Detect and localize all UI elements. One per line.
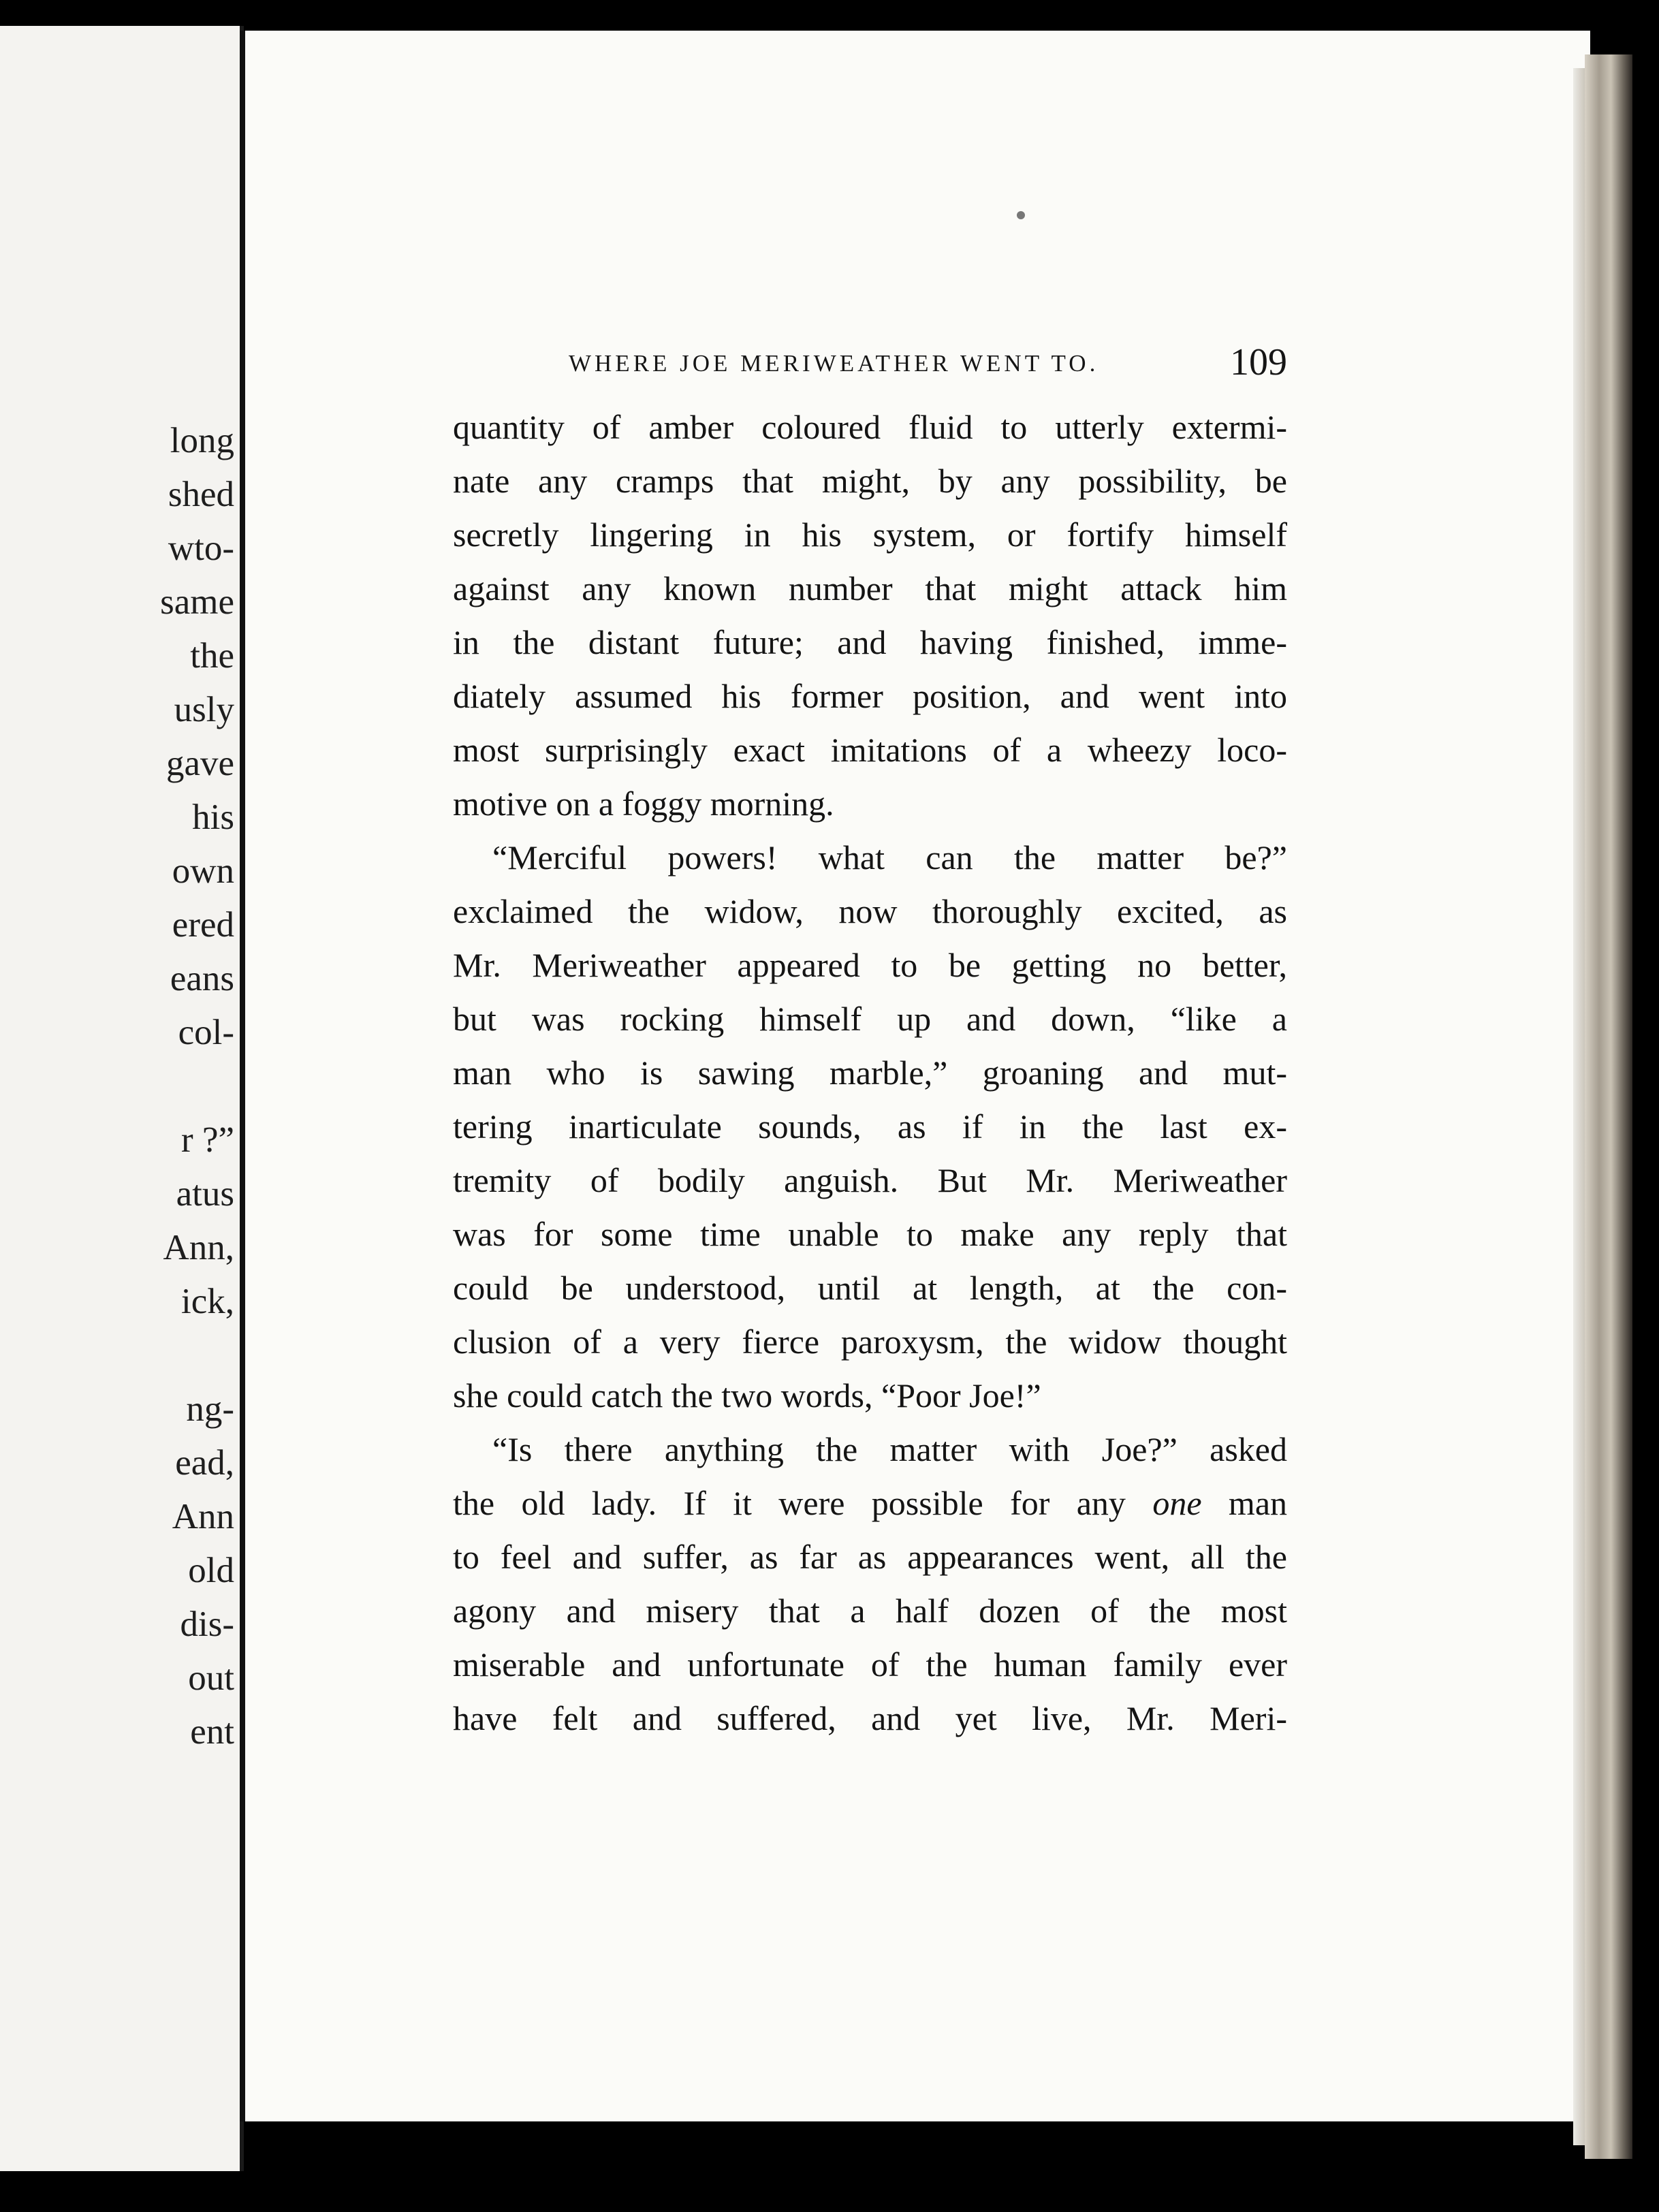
left-fragment: dis- bbox=[180, 1605, 234, 1644]
left-fragment: his bbox=[192, 797, 234, 837]
left-fragment: ered bbox=[172, 905, 234, 945]
left-fragment: own bbox=[172, 851, 234, 891]
left-fragment: gave bbox=[165, 744, 234, 783]
left-page-text bbox=[0, 414, 240, 1759]
left-fragment: the bbox=[190, 636, 234, 676]
text-segment: the old lady. If it were possible for any bbox=[453, 1484, 1126, 1522]
text-line: clusion of a very fierce paroxysm, the widow thought bbox=[453, 1323, 1287, 1361]
left-fragment: same bbox=[160, 582, 234, 622]
text-line: diately assumed his former position, and went into bbox=[453, 677, 1287, 715]
body-text bbox=[453, 400, 1287, 1745]
text-line: Mr. Meriweather appeared to be getting no better, bbox=[453, 946, 1287, 984]
italic-word: one bbox=[1152, 1484, 1202, 1522]
page-edge bbox=[1573, 68, 1585, 2145]
text-line: most surprisingly exact imitations of a wheezy loco- bbox=[453, 731, 1287, 769]
left-fragment: ead, bbox=[175, 1443, 234, 1483]
left-fragment: ng- bbox=[186, 1389, 234, 1429]
left-page bbox=[0, 26, 244, 2171]
left-fragment: shed bbox=[168, 475, 234, 514]
left-fragment: usly bbox=[174, 690, 234, 729]
left-fragment: col- bbox=[178, 1013, 234, 1052]
text-line: “Is there anything the matter with Joe?” asked bbox=[492, 1430, 1287, 1468]
text-line: quantity of amber coloured fluid to utterly extermi- bbox=[453, 408, 1287, 446]
text-line: miserable and unfortunate of the human family ever bbox=[453, 1645, 1287, 1684]
left-fragment: atus bbox=[176, 1174, 234, 1214]
text-line: motive on a foggy morning. bbox=[453, 785, 834, 823]
text-line: tremity of bodily anguish. But Mr. Meriweather bbox=[453, 1161, 1287, 1199]
text-line: tering inarticulate sounds, as if in the last ex- bbox=[453, 1107, 1287, 1146]
text-line: against any known number that might attack him bbox=[453, 569, 1287, 607]
text-line: man who is sawing marble,” groaning and mut- bbox=[453, 1054, 1287, 1092]
text-line: she could catch the two words, “Poor Joe!” bbox=[453, 1376, 1041, 1415]
left-fragment: ick, bbox=[181, 1282, 234, 1321]
left-fragment: Ann bbox=[172, 1497, 234, 1536]
page-number: 109 bbox=[1230, 341, 1287, 383]
text-segment: man bbox=[1228, 1484, 1288, 1522]
left-fragment: eans bbox=[170, 959, 234, 998]
text-line bbox=[453, 1476, 1287, 1530]
left-fragment: long bbox=[170, 421, 234, 460]
left-fragment bbox=[0, 1329, 240, 1382]
left-fragment bbox=[0, 1060, 240, 1113]
text-line: but was rocking himself up and down, “like a bbox=[453, 1000, 1287, 1038]
book-fore-edge bbox=[1585, 54, 1632, 2159]
text-line: in the distant future; and having finished, imme- bbox=[453, 623, 1287, 661]
left-fragment: wto- bbox=[168, 528, 234, 568]
text-line: to feel and suffer, as far as appearances went, all the bbox=[453, 1538, 1287, 1576]
running-head bbox=[569, 341, 1287, 388]
text-line: have felt and suffered, and yet live, Mr. Meri- bbox=[453, 1699, 1287, 1737]
left-fragment: old bbox=[188, 1551, 234, 1590]
text-line: secretly lingering in his system, or fortify himself bbox=[453, 516, 1287, 554]
paper-speck bbox=[1017, 211, 1025, 219]
text-line: exclaimed the widow, now thoroughly excited, as bbox=[453, 892, 1287, 930]
text-line: nate any cramps that might, by any possibility, be bbox=[453, 462, 1287, 500]
text-line: was for some time unable to make any reply that bbox=[453, 1215, 1287, 1253]
left-fragment: r ?” bbox=[181, 1120, 234, 1160]
text-line: agony and misery that a half dozen of the most bbox=[453, 1592, 1287, 1630]
text-line: could be understood, until at length, at the con- bbox=[453, 1269, 1287, 1307]
left-fragment: Ann, bbox=[163, 1228, 234, 1267]
left-fragment: out bbox=[188, 1658, 234, 1698]
text-line: “Merciful powers! what can the matter be?” bbox=[492, 838, 1287, 876]
running-title: WHERE JOE MERIWEATHER WENT TO. bbox=[569, 350, 1099, 377]
left-fragment: ent bbox=[190, 1712, 234, 1752]
